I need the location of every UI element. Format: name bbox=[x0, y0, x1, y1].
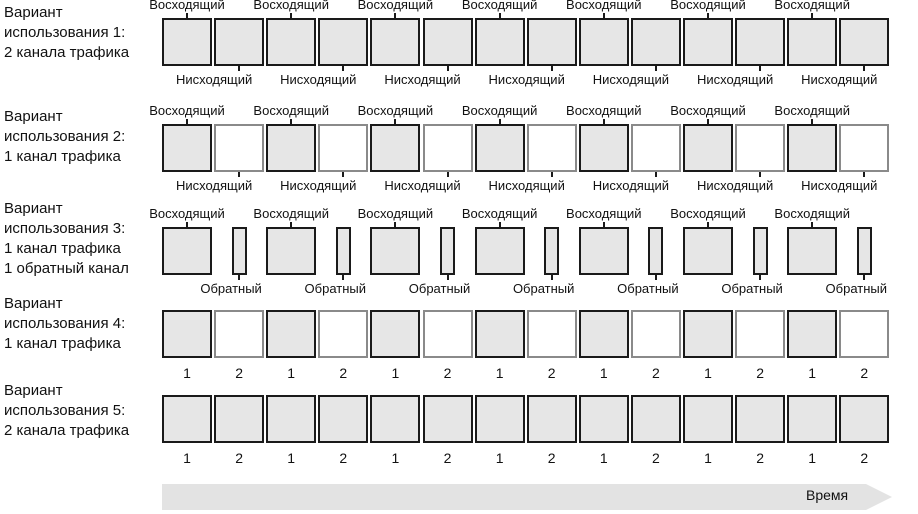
slot-number: 1 bbox=[704, 450, 712, 466]
row-label-2: Вариант использования 2: 1 канал трафика bbox=[4, 108, 126, 165]
slot-5 bbox=[370, 124, 420, 172]
slot-9 bbox=[579, 310, 629, 358]
back-label: Обратный bbox=[825, 281, 888, 296]
up-tick bbox=[186, 13, 188, 18]
slot-11 bbox=[683, 124, 733, 172]
slot-number: 2 bbox=[235, 365, 243, 381]
back-tick bbox=[447, 275, 449, 280]
down-tick bbox=[551, 66, 553, 71]
down-tick bbox=[655, 172, 657, 177]
slot-1 bbox=[162, 18, 212, 66]
slot-14 bbox=[839, 18, 889, 66]
up-label: Восходящий bbox=[566, 206, 642, 221]
slot-13 bbox=[787, 124, 837, 172]
slot-10 bbox=[631, 18, 681, 66]
down-tick bbox=[759, 172, 761, 177]
down-tick bbox=[863, 172, 865, 177]
slot-8 bbox=[544, 227, 559, 275]
down-label: Нисходящий bbox=[801, 72, 878, 87]
down-label: Нисходящий bbox=[488, 178, 565, 193]
slot-number: 1 bbox=[599, 450, 608, 466]
slot-13 bbox=[787, 227, 837, 275]
slot-number: 2 bbox=[756, 450, 764, 466]
up-tick bbox=[707, 13, 709, 18]
slot-10 bbox=[631, 124, 681, 172]
up-tick bbox=[603, 222, 605, 227]
down-label: Нисходящий bbox=[384, 178, 461, 193]
down-label: Нисходящий bbox=[280, 72, 357, 87]
slot-2 bbox=[214, 124, 264, 172]
slot-2 bbox=[214, 18, 264, 66]
up-label: Восходящий bbox=[253, 0, 329, 12]
slot-10 bbox=[631, 395, 681, 443]
slot-11 bbox=[683, 395, 733, 443]
slot-9 bbox=[579, 395, 629, 443]
up-tick bbox=[394, 222, 396, 227]
slot-12 bbox=[735, 395, 785, 443]
up-label: Восходящий bbox=[357, 0, 434, 12]
up-label: Восходящий bbox=[149, 0, 225, 12]
up-label: Восходящий bbox=[670, 0, 746, 12]
slot-number: 1 bbox=[391, 450, 400, 466]
slot-number: 2 bbox=[443, 365, 452, 381]
slot-11 bbox=[683, 227, 733, 275]
slot-3 bbox=[266, 124, 316, 172]
slot-6 bbox=[423, 18, 473, 66]
back-label: Обратный bbox=[721, 281, 783, 296]
slot-number: 1 bbox=[808, 450, 817, 466]
back-label: Обратный bbox=[617, 281, 679, 296]
slot-number: 1 bbox=[704, 365, 712, 381]
down-label: Нисходящий bbox=[801, 178, 878, 193]
up-label: Восходящий bbox=[253, 206, 329, 221]
slot-9 bbox=[579, 124, 629, 172]
slot-7 bbox=[475, 310, 525, 358]
down-tick bbox=[342, 172, 344, 177]
up-label: Восходящий bbox=[253, 103, 329, 118]
down-label: Нисходящий bbox=[488, 72, 565, 87]
up-label: Восходящий bbox=[461, 206, 538, 221]
slot-1 bbox=[162, 310, 212, 358]
slot-13 bbox=[787, 18, 837, 66]
slot-number: 2 bbox=[860, 450, 869, 466]
up-label: Восходящий bbox=[566, 0, 642, 12]
slot-12 bbox=[735, 18, 785, 66]
down-tick bbox=[863, 66, 865, 71]
slot-number: 2 bbox=[547, 450, 556, 466]
slot-8 bbox=[527, 124, 577, 172]
slot-7 bbox=[475, 395, 525, 443]
down-label: Нисходящий bbox=[696, 178, 774, 193]
back-tick bbox=[655, 275, 657, 280]
slot-5 bbox=[370, 227, 420, 275]
row-label-4: Вариант использования 4: 1 канал трафика bbox=[4, 295, 126, 352]
slot-number: 1 bbox=[391, 365, 400, 381]
slot-9 bbox=[579, 18, 629, 66]
slot-1 bbox=[162, 124, 212, 172]
slot-4 bbox=[318, 395, 368, 443]
back-label: Обратный bbox=[200, 281, 262, 296]
slot-number: 2 bbox=[235, 450, 243, 466]
down-label: Нисходящий bbox=[175, 178, 253, 193]
up-label: Восходящий bbox=[357, 206, 434, 221]
up-tick bbox=[811, 222, 813, 227]
up-tick bbox=[707, 222, 709, 227]
slot-13 bbox=[787, 395, 837, 443]
slot-number: 2 bbox=[339, 365, 348, 381]
slot-3 bbox=[266, 18, 316, 66]
slot-1 bbox=[162, 227, 212, 275]
slot-number: 2 bbox=[443, 450, 452, 466]
down-label: Нисходящий bbox=[175, 72, 253, 87]
slot-5 bbox=[370, 18, 420, 66]
up-tick bbox=[811, 13, 813, 18]
up-label: Восходящий bbox=[566, 103, 642, 118]
down-tick bbox=[238, 172, 240, 177]
slot-number: 2 bbox=[756, 365, 764, 381]
down-tick bbox=[342, 66, 344, 71]
up-tick bbox=[186, 222, 188, 227]
slot-number: 2 bbox=[651, 365, 660, 381]
up-label: Восходящий bbox=[461, 103, 538, 118]
slot-number: 1 bbox=[287, 365, 296, 381]
back-label: Обратный bbox=[304, 281, 367, 296]
up-label: Восходящий bbox=[149, 103, 225, 118]
slot-number: 1 bbox=[495, 365, 504, 381]
down-label: Нисходящий bbox=[592, 72, 670, 87]
up-tick bbox=[186, 119, 188, 124]
up-tick bbox=[290, 13, 292, 18]
up-label: Восходящий bbox=[357, 103, 434, 118]
down-label: Нисходящий bbox=[384, 72, 461, 87]
down-tick bbox=[655, 66, 657, 71]
time-label: Время bbox=[806, 487, 849, 503]
slot-12 bbox=[753, 227, 768, 275]
up-label: Восходящий bbox=[774, 206, 850, 221]
down-label: Нисходящий bbox=[280, 178, 357, 193]
down-tick bbox=[551, 172, 553, 177]
slot-3 bbox=[266, 227, 316, 275]
slot-12 bbox=[735, 310, 785, 358]
slot-9 bbox=[579, 227, 629, 275]
slot-3 bbox=[266, 310, 316, 358]
row-label-3: Вариант использования 3: 1 канал трафика 1 обратный канал bbox=[4, 200, 129, 277]
slot-2 bbox=[232, 227, 247, 275]
row-label-5: Вариант использования 5: 2 канала трафика bbox=[4, 382, 130, 439]
down-label: Нисходящий bbox=[592, 178, 670, 193]
slot-12 bbox=[735, 124, 785, 172]
back-tick bbox=[551, 275, 553, 280]
up-tick bbox=[499, 222, 501, 227]
slot-11 bbox=[683, 310, 733, 358]
up-tick bbox=[603, 119, 605, 124]
slot-4 bbox=[318, 124, 368, 172]
up-label: Восходящий bbox=[461, 0, 538, 12]
up-tick bbox=[603, 13, 605, 18]
slot-14 bbox=[839, 124, 889, 172]
up-tick bbox=[290, 222, 292, 227]
up-tick bbox=[499, 13, 501, 18]
slot-6 bbox=[423, 124, 473, 172]
down-label: Нисходящий bbox=[696, 72, 774, 87]
slot-10 bbox=[631, 310, 681, 358]
up-label: Восходящий bbox=[670, 206, 746, 221]
slot-number: 1 bbox=[495, 450, 504, 466]
slot-number: 1 bbox=[287, 450, 296, 466]
slot-number: 2 bbox=[339, 450, 348, 466]
slot-number: 2 bbox=[651, 450, 660, 466]
up-tick bbox=[290, 119, 292, 124]
slot-number: 1 bbox=[808, 365, 817, 381]
slot-number: 2 bbox=[860, 365, 869, 381]
slot-5 bbox=[370, 310, 420, 358]
slot-7 bbox=[475, 124, 525, 172]
up-label: Восходящий bbox=[670, 103, 746, 118]
down-tick bbox=[759, 66, 761, 71]
back-tick bbox=[759, 275, 761, 280]
back-tick bbox=[863, 275, 865, 280]
slot-2 bbox=[214, 395, 264, 443]
slot-4 bbox=[318, 18, 368, 66]
slot-1 bbox=[162, 395, 212, 443]
slot-14 bbox=[839, 395, 889, 443]
back-tick bbox=[342, 275, 344, 280]
slot-8 bbox=[527, 18, 577, 66]
slot-4 bbox=[318, 310, 368, 358]
back-label: Обратный bbox=[408, 281, 471, 296]
slot-2 bbox=[214, 310, 264, 358]
down-tick bbox=[447, 66, 449, 71]
slot-5 bbox=[370, 395, 420, 443]
row-label-1: Вариант использования 1: 2 канала трафика bbox=[4, 4, 130, 61]
slot-number: 1 bbox=[183, 450, 191, 466]
up-label: Восходящий bbox=[149, 206, 225, 221]
slot-number: 1 bbox=[183, 365, 191, 381]
back-tick bbox=[238, 275, 240, 280]
up-tick bbox=[499, 119, 501, 124]
slot-11 bbox=[683, 18, 733, 66]
slot-14 bbox=[839, 310, 889, 358]
slot-6 bbox=[440, 227, 455, 275]
up-tick bbox=[394, 13, 396, 18]
up-label: Восходящий bbox=[774, 0, 850, 12]
up-tick bbox=[394, 119, 396, 124]
up-tick bbox=[811, 119, 813, 124]
down-tick bbox=[447, 172, 449, 177]
up-tick bbox=[707, 119, 709, 124]
slot-8 bbox=[527, 395, 577, 443]
back-label: Обратный bbox=[512, 281, 575, 296]
slot-3 bbox=[266, 395, 316, 443]
down-tick bbox=[238, 66, 240, 71]
slot-7 bbox=[475, 18, 525, 66]
slot-number: 1 bbox=[599, 365, 608, 381]
slot-6 bbox=[423, 310, 473, 358]
slot-10 bbox=[648, 227, 663, 275]
slot-4 bbox=[336, 227, 351, 275]
slot-6 bbox=[423, 395, 473, 443]
slot-14 bbox=[857, 227, 872, 275]
slot-number: 2 bbox=[547, 365, 556, 381]
slot-8 bbox=[527, 310, 577, 358]
slot-7 bbox=[475, 227, 525, 275]
up-label: Восходящий bbox=[774, 103, 850, 118]
slot-13 bbox=[787, 310, 837, 358]
